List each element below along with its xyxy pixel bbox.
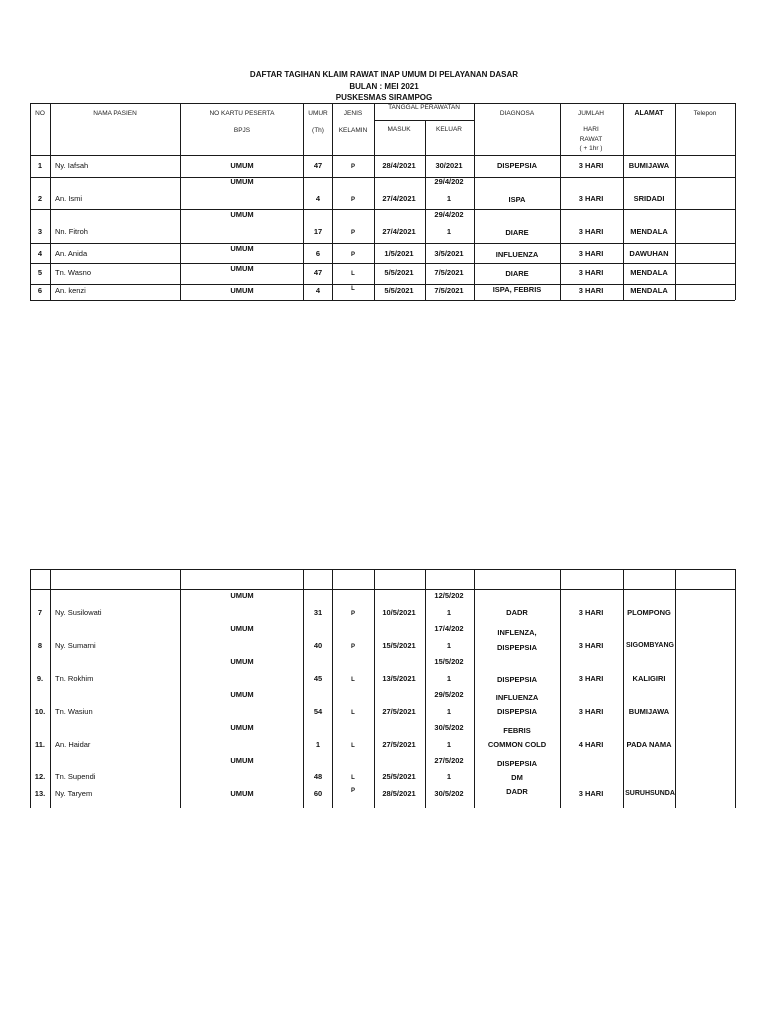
row-masuk: 27/4/2021: [382, 194, 416, 203]
row-umur: 6: [315, 249, 321, 258]
row-kartu: UMUM: [230, 244, 254, 253]
row-jk: L: [351, 271, 355, 277]
row-jk: P: [350, 788, 356, 794]
row-kartu: UMUM: [230, 286, 254, 295]
row-no: 5: [37, 268, 43, 277]
row-diagnosa: FEBRIS: [503, 726, 531, 735]
row-nama: Tn. Supendi: [55, 772, 96, 781]
row-no: 11.: [34, 740, 46, 749]
header-kelamin: KELAMIN: [338, 127, 368, 134]
row-hari: 3 HARI: [578, 249, 604, 258]
document-title: DAFTAR TAGIHAN KLAIM RAWAT INAP UMUM DI PELAYANAN DASAR: [249, 70, 519, 79]
row-diagnosa: INFLENZA,: [497, 628, 537, 637]
row-nama: Ny. Iafsah: [55, 161, 89, 170]
row-diagnosa: ISPA: [508, 195, 526, 204]
row-hari: 4 HARI: [578, 740, 604, 749]
row-umur: 48: [313, 772, 323, 781]
document-period: BULAN : MEI 2021: [349, 82, 419, 91]
header-tanggal: TANGGAL PERAWATAN: [388, 104, 460, 111]
row-hari: 3 HARI: [578, 286, 604, 295]
row-nama: Nn. Fitroh: [55, 227, 88, 236]
header-telepon: Telepon: [693, 110, 717, 117]
row-keluar: 30/2021: [435, 161, 463, 170]
row-nama: Tn. Rokhim: [55, 674, 94, 683]
header-rawat: RAWAT: [579, 136, 603, 143]
row-diagnosa-cont: COMMON COLD: [487, 740, 547, 749]
row-masuk: 5/5/2021: [384, 268, 414, 277]
row-no: 6: [37, 286, 43, 295]
header-jumlah: JUMLAH: [577, 110, 605, 117]
row-keluar: 12/5/202: [434, 591, 464, 600]
row-kartu: UMUM: [230, 657, 254, 666]
row-diagnosa: DISPEPSIA: [496, 161, 538, 170]
row-alamat: MENDALA: [630, 268, 668, 277]
row-umur: 4: [315, 194, 321, 203]
row-no: 3: [37, 227, 43, 236]
header-diagnosa: DIAGNOSA: [499, 110, 535, 117]
row-no: 10.: [34, 707, 46, 716]
row-keluar: 17/4/202: [434, 624, 464, 633]
row-keluar: 3/5/2021: [434, 249, 464, 258]
row-alamat: MENDALA: [630, 286, 668, 295]
row-nama: An. Ismi: [55, 194, 83, 203]
row-nama: Ny. Sumarni: [55, 641, 96, 650]
row-masuk: 1/5/2021: [384, 249, 414, 258]
row-diagnosa: ISPA, FEBRIS: [492, 285, 542, 294]
row-diagnosa: DISPEPSIA: [496, 759, 538, 768]
row-nama: An. kenzi: [55, 286, 86, 295]
header-jenis: JENIS: [343, 110, 363, 117]
header-umur: UMUR: [308, 110, 328, 117]
row-nama: Ny. Taryem: [55, 789, 93, 798]
row-umur: 45: [313, 674, 323, 683]
row-diagnosa: INFLUENZA: [495, 250, 539, 259]
row-keluar-cont: 1: [446, 641, 452, 650]
row-jk: L: [351, 286, 355, 292]
row-hari: 3 HARI: [578, 608, 604, 617]
row-kartu: UMUM: [230, 177, 254, 186]
row-jk: L: [351, 710, 355, 716]
row-alamat: PLOMPONG: [627, 608, 671, 617]
header-umur-th: (Th): [312, 127, 324, 134]
row-kartu: UMUM: [230, 789, 254, 798]
row-umur: 17: [313, 227, 323, 236]
row-jk: P: [350, 644, 356, 650]
header-keluar: KELUAR: [435, 126, 463, 133]
row-umur: 54: [313, 707, 323, 716]
row-masuk: 27/5/2021: [382, 707, 416, 716]
row-nama: An. Haidar: [55, 740, 91, 749]
row-umur: 4: [315, 286, 321, 295]
row-masuk: 28/4/2021: [382, 161, 416, 170]
row-keluar: 29/4/202: [434, 210, 464, 219]
row-nama: Ny. Susilowati: [55, 608, 102, 617]
row-keluar: 15/5/202: [434, 657, 464, 666]
row-alamat: KALIGIRI: [632, 674, 666, 683]
row-jk: L: [351, 677, 355, 683]
row-masuk: 27/4/2021: [382, 227, 416, 236]
row-hari: 3 HARI: [578, 161, 604, 170]
row-jk: P: [350, 611, 356, 617]
row-nama: Tn. Wasiun: [55, 707, 93, 716]
header-hari: HARI: [583, 126, 599, 133]
header-kartu: NO KARTU PESERTA: [209, 110, 275, 117]
row-hari: 3 HARI: [578, 641, 604, 650]
row-umur: 60: [313, 789, 323, 798]
row-diagnosa: DIARE: [505, 269, 529, 278]
row-hari: 3 HARI: [578, 194, 604, 203]
row-diagnosa-cont: DISPEPSIA: [496, 643, 538, 652]
row-keluar: 30/5/202: [434, 723, 464, 732]
row-keluar: 7/5/2021: [434, 268, 464, 277]
row-keluar: 30/5/202: [434, 789, 464, 798]
row-diagnosa: DISPEPSIA: [496, 675, 538, 684]
row-nama: Tn. Wasno: [55, 268, 91, 277]
row-jk: P: [350, 230, 356, 236]
row-masuk: 15/5/2021: [382, 641, 416, 650]
row-masuk: 28/5/2021: [382, 789, 416, 798]
row-alamat: PADA NAMA: [626, 740, 672, 749]
row-nama: An. Anida: [55, 249, 88, 258]
row-hari: 3 HARI: [578, 789, 604, 798]
row-keluar-cont: 1: [446, 194, 452, 203]
row-hari: 3 HARI: [578, 707, 604, 716]
row-kartu: UMUM: [230, 624, 254, 633]
row-alamat: BUMIJAWA: [628, 161, 670, 170]
row-jk: P: [350, 252, 356, 258]
row-alamat: DAWUHAN: [629, 249, 669, 258]
row-hari: 3 HARI: [578, 268, 604, 277]
row-umur: 31: [313, 608, 323, 617]
row-keluar: 7/5/2021: [434, 286, 464, 295]
row-masuk: 27/5/2021: [382, 740, 416, 749]
row-hari: 3 HARI: [578, 227, 604, 236]
row-keluar-cont: 1: [446, 740, 452, 749]
row-alamat: SRIDADI: [633, 194, 665, 203]
row-umur: 47: [313, 268, 323, 277]
header-no: NO: [35, 110, 45, 117]
row-umur: 40: [313, 641, 323, 650]
row-keluar-cont: 1: [446, 608, 452, 617]
row-keluar: 27/5/202: [434, 756, 464, 765]
header-alamat: ALAMAT: [634, 110, 664, 117]
row-keluar-cont: 1: [446, 707, 452, 716]
row-keluar: 29/5/202: [434, 690, 464, 699]
row-no: 7: [37, 608, 43, 617]
header-plus-one: ( + 1hr ): [579, 145, 603, 152]
row-jk: L: [351, 775, 355, 781]
row-kartu: UMUM: [230, 161, 254, 170]
row-jk: L: [351, 743, 355, 749]
row-jk: P: [350, 197, 356, 203]
header-masuk: MASUK: [387, 126, 411, 133]
row-kartu: UMUM: [230, 591, 254, 600]
row-no: 4: [37, 249, 43, 258]
row-jk: P: [350, 164, 356, 170]
row-hari: 3 HARI: [578, 674, 604, 683]
row-keluar-cont: 1: [446, 674, 452, 683]
row-umur: 1: [315, 740, 321, 749]
row-diagnosa: INFLUENZA: [495, 693, 539, 702]
row-no: 8: [37, 641, 43, 650]
document-facility: PUSKESMAS SIRAMPOG: [335, 93, 433, 102]
row-alamat: BUMIJAWA: [628, 707, 670, 716]
row-umur: 47: [313, 161, 323, 170]
row-no: 13.: [34, 789, 46, 798]
row-keluar-cont: 1: [446, 227, 452, 236]
row-diagnosa: DIARE: [505, 228, 529, 237]
row-alamat: MENDALA: [630, 227, 668, 236]
row-diagnosa-cont: DISPEPSIA: [496, 707, 538, 716]
row-diagnosa-cont: DM: [511, 773, 523, 782]
row-kartu: UMUM: [230, 690, 254, 699]
row-alamat: SURUHSUNDA: [625, 790, 675, 797]
row-masuk: 10/5/2021: [382, 608, 416, 617]
row-diagnosa: DADR: [506, 608, 528, 617]
row-keluar-cont: 1: [446, 772, 452, 781]
row-kartu: UMUM: [230, 264, 254, 273]
row-kartu: UMUM: [230, 756, 254, 765]
row-keluar: 29/4/202: [434, 177, 464, 186]
header-kartu-bpjs: BPJS: [233, 127, 251, 134]
row-kartu: UMUM: [230, 210, 254, 219]
row-no: 2: [37, 194, 43, 203]
row-masuk: 25/5/2021: [382, 772, 416, 781]
row-diagnosa: DADR: [506, 787, 528, 796]
row-masuk: 13/5/2021: [382, 674, 416, 683]
header-nama: NAMA PASIEN: [93, 110, 137, 117]
row-masuk: 5/5/2021: [384, 286, 414, 295]
row-no: 9.: [36, 674, 44, 683]
row-alamat: SIGOMBYANG: [626, 642, 674, 649]
row-no: 1: [37, 161, 43, 170]
row-no: 12.: [34, 772, 46, 781]
row-kartu: UMUM: [230, 723, 254, 732]
